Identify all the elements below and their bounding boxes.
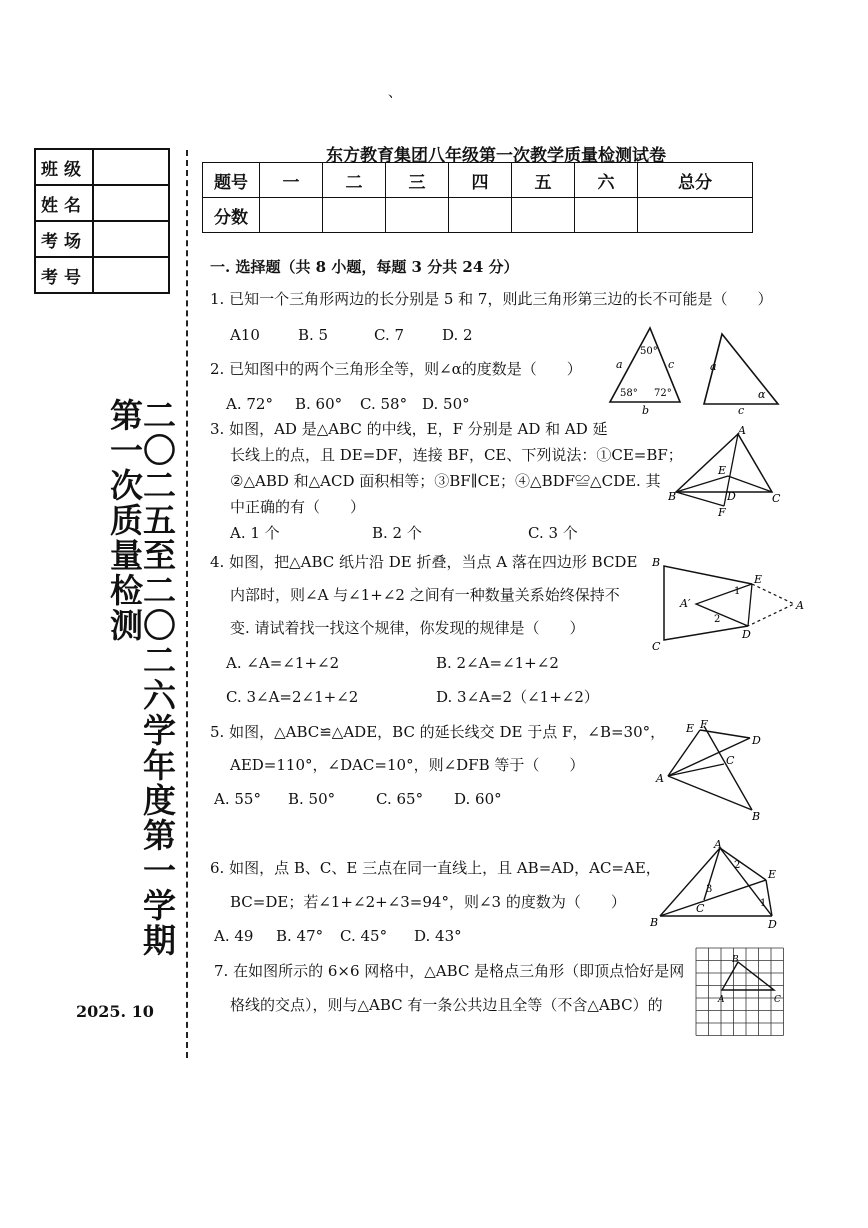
q5-option-c: C. 65°	[376, 790, 424, 808]
q3-point-F: F	[718, 506, 726, 518]
exam-number-field[interactable]	[93, 257, 169, 293]
name-field[interactable]	[93, 185, 169, 221]
info-label-number: 考号	[35, 257, 93, 293]
info-label-room: 考场	[35, 221, 93, 257]
q4-angle-2-label: 2	[714, 614, 721, 625]
q6-point-D: D	[768, 918, 777, 931]
q5-point-A: A	[656, 772, 664, 785]
q5-option-b: B. 50°	[288, 790, 336, 808]
q1-option-a: A10	[230, 326, 260, 344]
score-cell-2[interactable]	[323, 198, 386, 233]
q4-line-3: 变. 请试着找一找这个规律，你发现的规律是（ ）	[230, 619, 585, 637]
student-info-table	[34, 148, 170, 294]
exam-room-field[interactable]	[93, 221, 169, 257]
exam-title: 东方教育集团八年级第一次教学质量检测试卷	[326, 146, 666, 166]
q7-point-A: A	[718, 995, 725, 1005]
q1-option-b: B. 5	[298, 326, 329, 344]
q7-line-2: 格线的交点），则与△ABC 有一条公共边且全等（不含△ABC）的	[230, 996, 663, 1014]
score-col-total: 总分	[638, 163, 753, 198]
score-col-6: 六	[575, 163, 638, 198]
q4-option-b: B. 2∠A=∠1+∠2	[436, 654, 559, 672]
q6-figure-triangles	[648, 838, 788, 932]
q3-point-A: A	[738, 426, 746, 437]
q2-option-c: C. 58°	[360, 395, 408, 413]
q3-point-E: E	[718, 464, 727, 477]
q5-figure-congruent	[654, 716, 774, 822]
q2-angle-top-label: 50°	[640, 346, 658, 357]
q4-angle-1-label: 1	[734, 586, 741, 597]
score-cell-5[interactable]	[512, 198, 575, 233]
q5-line-2: AED=110°，∠DAC=10°，则∠DFB 等于（ ）	[230, 756, 585, 774]
q2-alpha-label: α	[758, 388, 766, 401]
q7-point-C: C	[774, 995, 781, 1005]
info-label-class: 班级	[35, 149, 93, 185]
vertical-school-year-title: 二〇二五至二〇二六学年度第一学期第一次质量检测	[105, 398, 177, 958]
q3-point-B: B	[668, 490, 677, 503]
q4-line-1: 4. 如图，把△ABC 纸片沿 DE 折叠，当点 A 落在四边形 BCDE	[210, 553, 638, 571]
q2-stem: 2. 已知图中的两个三角形全等，则∠α的度数是（ ）	[210, 360, 582, 378]
q6-angle-1-label: 1	[760, 898, 767, 909]
q2-option-b: B. 60°	[295, 395, 343, 413]
q4-point-A: A	[796, 599, 804, 612]
q3-point-C: C	[772, 492, 781, 505]
q5-point-E: E	[686, 722, 695, 735]
q6-point-A: A	[714, 838, 722, 851]
score-cell-3[interactable]	[386, 198, 449, 233]
q2-right-side-a-label: a	[710, 360, 717, 373]
q2-figure-congruent-triangles	[600, 322, 780, 416]
score-col-5: 五	[512, 163, 575, 198]
q7-line-1: 7. 在如图所示的 6×6 网格中，△ABC 是格点三角形（即顶点恰好是网	[214, 962, 685, 980]
q5-option-d: D. 60°	[454, 790, 502, 808]
q4-point-C: C	[652, 640, 661, 652]
q5-option-a: A. 55°	[214, 790, 261, 808]
q6-option-a: A. 49	[214, 927, 254, 945]
q5-point-B: B	[752, 810, 761, 822]
q4-point-A-prime: A′	[680, 597, 691, 610]
q4-line-2: 内部时，则∠A 与∠1+∠2 之间有一种数量关系始终保持不	[230, 586, 620, 604]
score-cell-4[interactable]	[449, 198, 512, 233]
q6-angle-3-label: 3	[706, 884, 713, 895]
q6-point-B: B	[650, 916, 659, 929]
q2-right-side-c-label: c	[738, 404, 745, 416]
q2-side-c-label: c	[668, 358, 675, 371]
score-table-header-number: 题号	[203, 163, 260, 198]
page-mark: 、	[388, 85, 402, 101]
q3-line-3: ②△ABD 和△ACD 面积相等；③BF∥CE；④△BDF≌△CDE. 其	[230, 472, 661, 490]
class-field[interactable]	[93, 149, 169, 185]
q4-point-E: E	[754, 573, 763, 586]
q2-option-a: A. 72°	[226, 395, 273, 413]
q3-point-D: D	[727, 490, 736, 503]
q2-option-d: D. 50°	[422, 395, 470, 413]
score-cell-total[interactable]	[638, 198, 753, 233]
q5-line-1: 5. 如图，△ABC≌△ADE，BC 的延长线交 DE 于点 F，∠B=30°，	[210, 723, 666, 741]
q5-point-F: F	[700, 718, 708, 731]
q3-figure-median	[668, 426, 792, 518]
score-col-1: 一	[260, 163, 323, 198]
q6-line-1: 6. 如图，点 B、C、E 三点在同一直线上，且 AB=AD，AC=AE，	[210, 859, 661, 877]
score-cell-6[interactable]	[575, 198, 638, 233]
q1-stem: 1. 已知一个三角形两边的长分别是 5 和 7，则此三角形第三边的长不可能是（ ）	[210, 290, 773, 308]
score-cell-1[interactable]	[260, 198, 323, 233]
q2-side-b-label: b	[642, 404, 650, 416]
q5-point-C: C	[726, 754, 735, 767]
q3-option-c: C. 3 个	[528, 524, 578, 542]
q3-line-4: 中正确的有（ ）	[230, 498, 366, 516]
q6-line-2: BC=DE；若∠1+∠2+∠3=94°，则∠3 的度数为（ ）	[230, 893, 626, 911]
q2-angle-left-label: 58°	[620, 388, 638, 399]
q3-line-1: 3. 如图，AD 是△ABC 的中线，E，F 分别是 AD 和 AD 延	[210, 420, 608, 438]
q1-option-d: D. 2	[442, 326, 473, 344]
q6-point-C: C	[696, 902, 705, 915]
section-1-title: 一. 选择题（共 8 小题，每题 3 分共 24 分）	[210, 258, 519, 276]
q6-point-E: E	[768, 868, 777, 881]
q2-angle-right-label: 72°	[654, 388, 672, 399]
q6-option-d: D. 43°	[414, 927, 462, 945]
q4-point-D: D	[742, 628, 751, 641]
score-table-header-score: 分数	[203, 198, 260, 233]
q4-figure-fold	[646, 552, 812, 652]
q6-option-c: C. 45°	[340, 927, 388, 945]
q7-grid-figure	[694, 946, 794, 1046]
q4-option-d: D. 3∠A=2（∠1+∠2）	[436, 688, 599, 706]
q6-option-b: B. 47°	[276, 927, 324, 945]
q4-point-B: B	[652, 556, 661, 569]
score-col-2: 二	[323, 163, 386, 198]
q3-option-b: B. 2 个	[372, 524, 422, 542]
q2-side-a-label: a	[616, 358, 623, 371]
q3-line-2: 长线上的点，且 DE=DF，连接 BF，CE、下列说法：①CE=BF；	[230, 446, 683, 464]
info-label-name: 姓名	[35, 185, 93, 221]
q1-option-c: C. 7	[374, 326, 405, 344]
binding-dashed-line	[186, 150, 188, 1058]
q4-option-a: A. ∠A=∠1+∠2	[226, 654, 340, 672]
score-col-4: 四	[449, 163, 512, 198]
q3-option-a: A. 1 个	[230, 524, 280, 542]
score-col-3: 三	[386, 163, 449, 198]
score-table	[202, 162, 753, 233]
q5-point-D: D	[752, 734, 761, 747]
q7-point-B: B	[732, 955, 739, 965]
q4-option-c: C. 3∠A=2∠1+∠2	[226, 688, 359, 706]
q6-angle-2-label: 2	[734, 860, 741, 871]
exam-date: 2025. 10	[76, 1002, 154, 1021]
